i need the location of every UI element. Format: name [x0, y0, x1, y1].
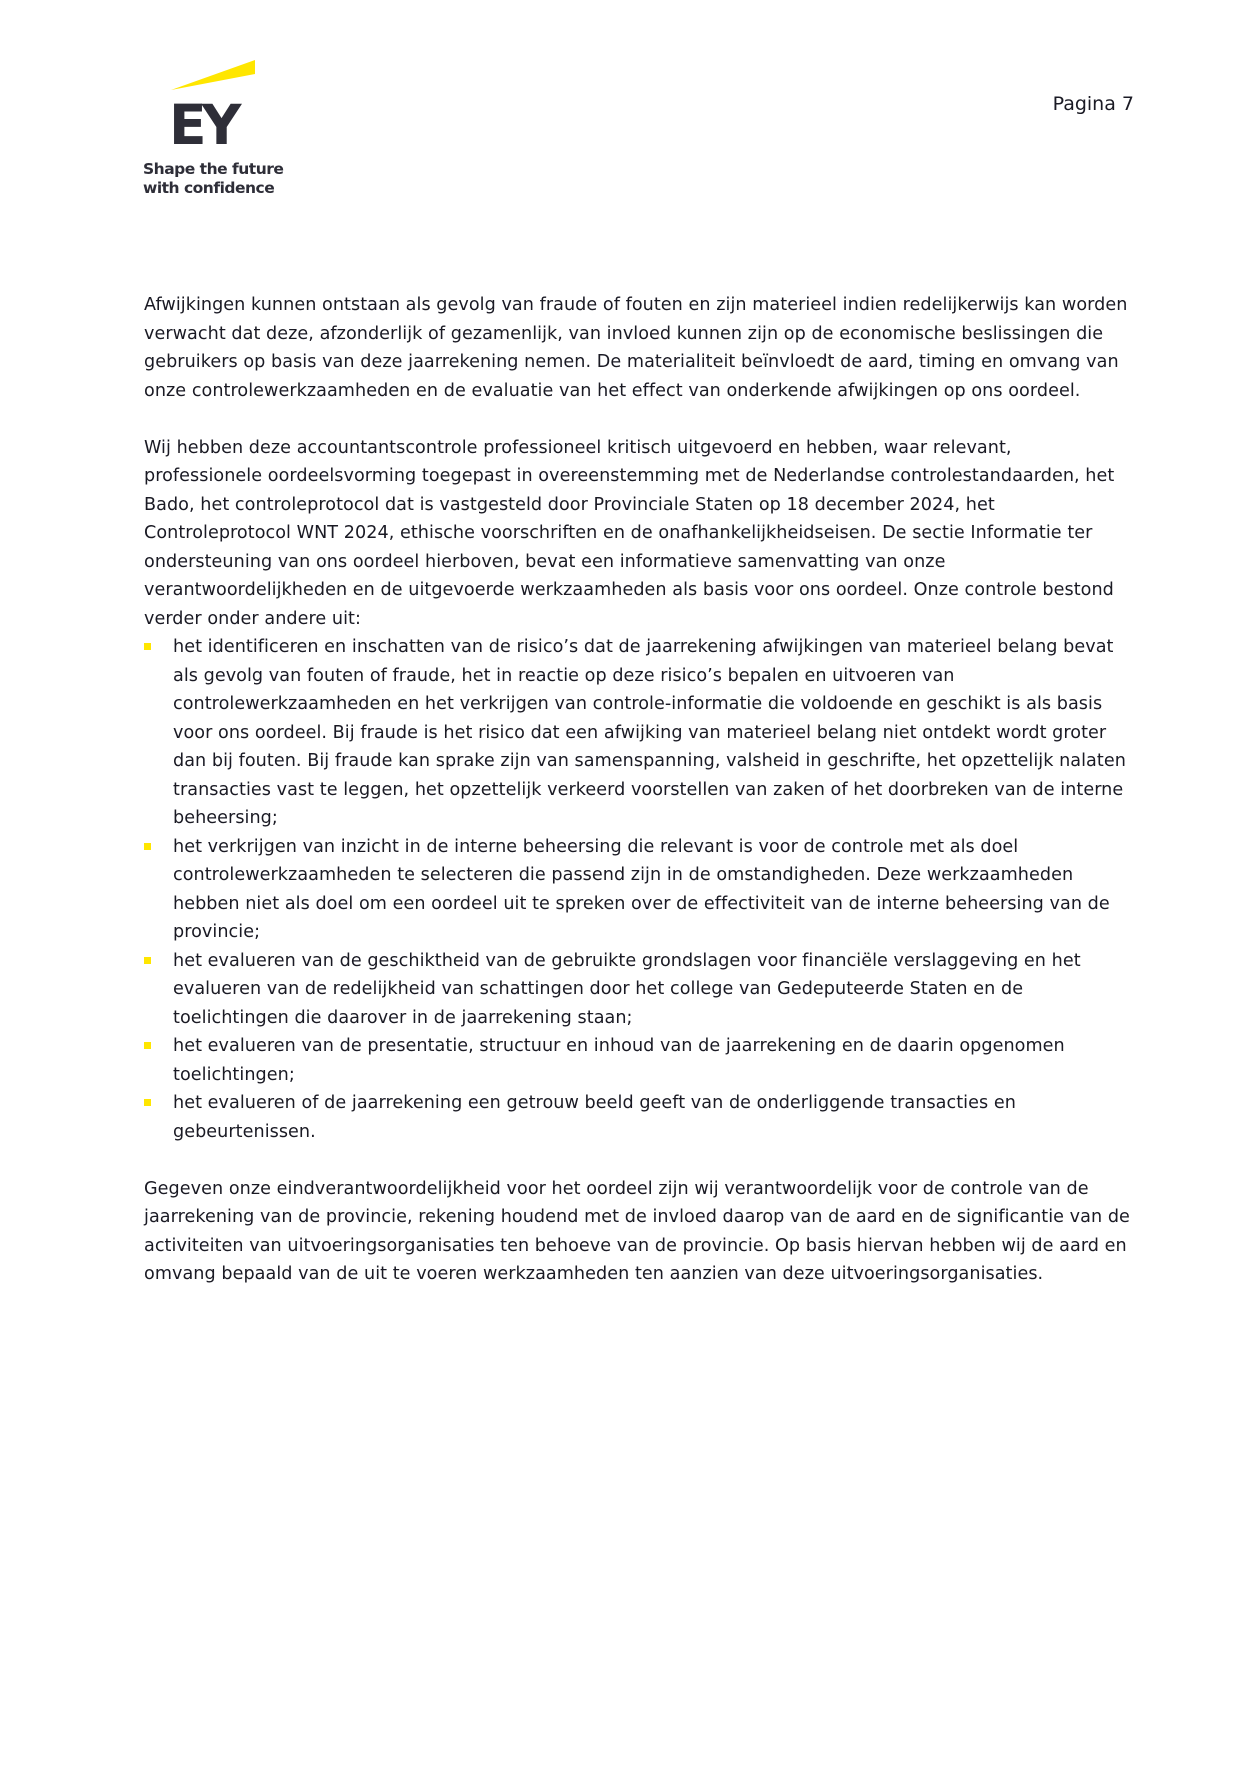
- paragraph-materiality: Afwijkingen kunnen ontstaan als gevolg van fraude of fouten en zijn materieel indien redelijkerwijs kan worden verwacht dat deze, afzonderlijk of gezamenlijk, van invloed kunnen zijn op de economische beslissingen die gebruikers op basis van deze jaarrekening nemen. De materialiteit beïnvloedt de aard, timing en omvang van onze controlewerkzaamheden en de evaluatie van het effect van onderkende afwijkingen op ons oordeel.: [144, 295, 1128, 401]
- list-item: [144, 1089, 1134, 1146]
- bullet-square-icon: [144, 1042, 151, 1049]
- list-item: [144, 833, 1134, 947]
- list-item: [144, 633, 1134, 833]
- page-number: Pagina 7: [1052, 93, 1134, 115]
- logo-text: EY: [169, 93, 237, 157]
- document-body: [144, 291, 1134, 1317]
- audit-procedures-list: [144, 633, 1134, 1146]
- bullet-square-icon: [144, 643, 151, 650]
- bullet-square-icon: [144, 843, 151, 850]
- list-item-text: het identificeren en inschatten van de risico’s dat de jaarrekening afwijkingen van materieel belang bevat als gevolg van fouten of fraude, het in reactie op deze risico’s bepalen en uitvoeren van controlewerkzaamheden en het verkrijgen van controle-informatie die voldoende en geschikt is als basis voor ons oordeel. Bij fraude is het risico dat een afwijking van materieel belang niet ontdekt wordt groter dan bij fouten. Bij fraude kan sprake zijn van samenspanning, valsheid in geschrifte, het opzettelijk nalaten transacties vast te leggen, het opzettelijk verkeerd voorstellen van zaken of het doorbreken van de interne beheersing;: [173, 637, 1126, 828]
- list-item-text: het evalueren van de geschiktheid van de gebruikte grondslagen voor financiële verslaggeving en het evalueren van de redelijkheid van schattingen door het college van Gedeputeerde Staten en de toelichtingen die daarover in de jaarrekening staan;: [173, 950, 1081, 1028]
- list-item: [144, 947, 1134, 1033]
- bullet-square-icon: [144, 957, 151, 964]
- list-item-text: het evalueren van de presentatie, structuur en inhoud van de jaarrekening en de daarin opgenomen toelichtingen;: [173, 1036, 1065, 1085]
- logo-beam: [171, 60, 255, 90]
- list-item-text: het evalueren of de jaarrekening een getrouw beeld geeft van de onderliggende transacties en gebeurtenissen.: [173, 1093, 1016, 1142]
- list-item-text: het verkrijgen van inzicht in de interne beheersing die relevant is voor de controle met als doel controlewerkzaamheden te selecteren die passend zijn in de omstandigheden. Deze werkzaamheden hebben niet als doel om een oordeel uit te spreken over de effectiviteit van de interne beheersing van de provincie;: [173, 836, 1110, 942]
- tagline-line-1: Shape the future: [143, 160, 284, 178]
- bullet-square-icon: [144, 1099, 151, 1106]
- paragraph-audit-approach: Wij hebben deze accountantscontrole professioneel kritisch uitgevoerd en hebben, waar relevant, professionele oordeelsvorming toegepast in overeenstemming met de Nederlandse controlestandaarden, het Bado, het controleprotocol dat is vastgesteld door Provinciale Staten op 18 december 2024, het Controleprotocol WNT 2024, ethische voorschriften en de onafhankelijkheidseisen. De sectie Informatie ter ondersteuning van ons oordeel hierboven, bevat een informatieve samenvatting van onze verantwoordelijkheden en de uitgevoerde werkzaamheden als basis voor ons oordeel. Onze controle bestond verder onder andere uit:: [144, 437, 1115, 629]
- list-item: [144, 1032, 1134, 1089]
- paragraph-group-audit: Gegeven onze eindverantwoordelijkheid voor het oordeel zijn wij verantwoordelijk voor de controle van de jaarrekening van de provincie, rekening houdend met de invloed daarop van de aard en de significantie van de activiteiten van uitvoeringsorganisaties ten behoeve van de provincie. Op basis hiervan hebben wij de aard en omvang bepaald van de uit te voeren werkzaamheden ten aanzien van deze uitvoeringsorganisaties.: [144, 1178, 1130, 1284]
- logo-tagline: [143, 160, 283, 198]
- tagline-line-2: with confidence: [143, 179, 275, 197]
